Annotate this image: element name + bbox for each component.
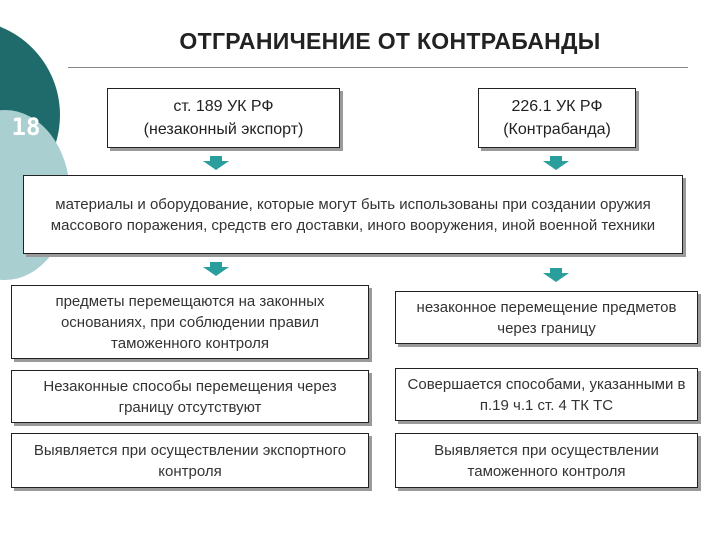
down-arrow-icon	[543, 268, 569, 282]
left-row-1-text: предметы перемещаются на законных основаниях, при соблюдении правил таможенного контроля	[55, 292, 325, 352]
right-header-box	[478, 88, 636, 148]
left-header-line2: (незаконный экспорт)	[143, 121, 304, 138]
common-subject-text: материалы и оборудование, которые могут быть использованы при создании оружия массового поражения, средств его доставки, иного вооружения, иной военной техники	[50, 195, 656, 234]
right-header-line2: (Контрабанда)	[503, 121, 611, 138]
left-row-3-text: Выявляется при осуществлении экспортного контроля	[33, 441, 347, 480]
page-title: ОТГРАНИЧЕНИЕ ОТ КОНТРАБАНДЫ	[179, 28, 601, 54]
left-row-2-text: Незаконные способы перемещения через границу отсутствуют	[43, 377, 337, 416]
left-row-1	[11, 285, 369, 359]
left-row-3	[11, 433, 369, 488]
left-header-box	[107, 88, 340, 148]
right-header-line1: 226.1 УК РФ	[511, 98, 603, 115]
right-row-3	[395, 433, 698, 488]
right-row-1	[395, 291, 698, 344]
down-arrow-icon	[203, 262, 229, 276]
left-row-2	[11, 370, 369, 423]
common-subject-box	[23, 175, 683, 254]
down-arrow-icon	[543, 156, 569, 170]
title-divider	[68, 67, 688, 68]
right-row-2	[395, 368, 698, 421]
slide-number: 18	[11, 113, 41, 141]
left-header-line1: ст. 189 УК РФ	[173, 98, 274, 115]
right-row-3-text: Выявляется при осуществлении таможенного контроля	[434, 441, 659, 480]
down-arrow-icon	[203, 156, 229, 170]
right-row-2-text: Совершается способами, указанными в п.19 ч.1 ст. 4 ТК ТС	[407, 375, 686, 414]
right-row-1-text: незаконное перемещение предметов через границу	[416, 298, 677, 337]
